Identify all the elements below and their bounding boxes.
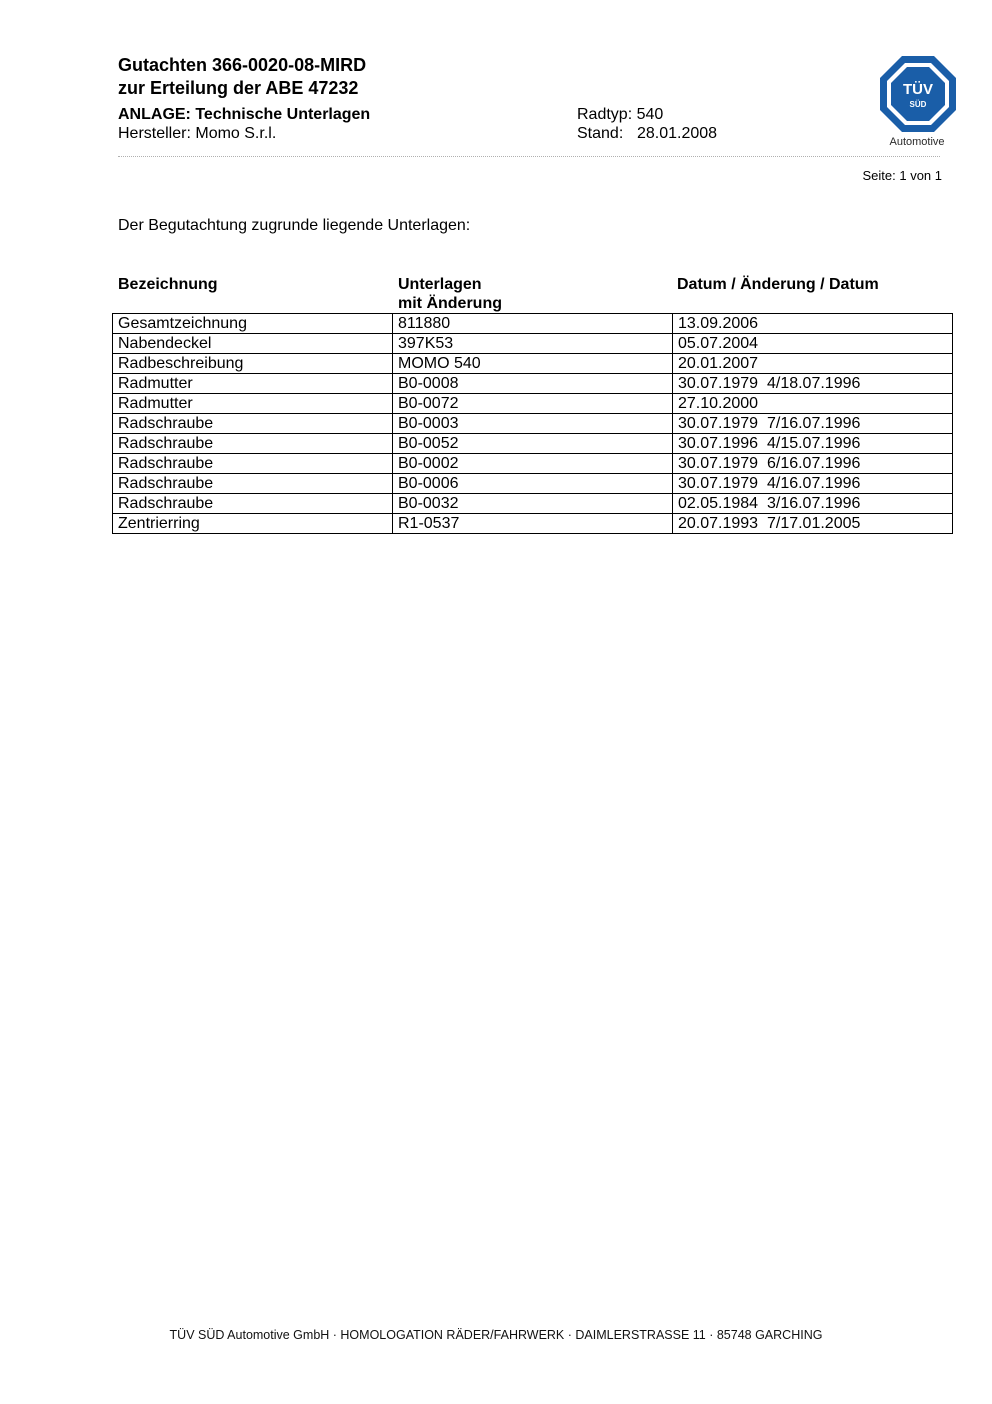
- cell-datum: 20.07.1993 7/17.01.2005: [673, 514, 953, 534]
- cell-unterlagen: R1-0537: [393, 514, 673, 534]
- cell-bezeichnung: Radschraube: [113, 414, 393, 434]
- cell-bezeichnung: Nabendeckel: [113, 334, 393, 354]
- table-row: [113, 414, 953, 434]
- tuv-mark-top: TÜV: [903, 81, 933, 98]
- header-divider: [118, 156, 940, 157]
- cell-unterlagen: B0-0002: [393, 454, 673, 474]
- cell-bezeichnung: Gesamtzeichnung: [113, 314, 393, 334]
- cell-bezeichnung: Radschraube: [113, 494, 393, 514]
- cell-datum: 05.07.2004: [673, 334, 953, 354]
- page-number: Seite: 1 von 1: [862, 168, 942, 183]
- col-header-unterlagen: [398, 275, 502, 313]
- hersteller-label: Hersteller:: [118, 125, 191, 142]
- cell-unterlagen: 397K53: [393, 334, 673, 354]
- intro-text: Der Begutachtung zugrunde liegende Unterlagen:: [118, 217, 471, 234]
- hersteller-value: Momo S.r.l.: [195, 125, 277, 142]
- col-header-unterlagen-line2: mit Änderung: [398, 295, 502, 312]
- cell-unterlagen: 811880: [393, 314, 673, 334]
- cell-datum: 27.10.2000: [673, 394, 953, 414]
- col-header-datum: Datum / Änderung / Datum: [677, 276, 879, 293]
- cell-unterlagen: B0-0003: [393, 414, 673, 434]
- cell-bezeichnung: Radmutter: [113, 394, 393, 414]
- stand-line: [577, 124, 717, 143]
- hersteller-line: [118, 124, 276, 143]
- anlage-label: ANLAGE:: [118, 106, 191, 123]
- table-row: [113, 374, 953, 394]
- cell-datum: 20.01.2007: [673, 354, 953, 374]
- cell-bezeichnung: Radmutter: [113, 374, 393, 394]
- documents-table: [112, 313, 953, 534]
- table-row: [113, 354, 953, 374]
- cell-unterlagen: B0-0032: [393, 494, 673, 514]
- cell-unterlagen: MOMO 540: [393, 354, 673, 374]
- cell-bezeichnung: Radschraube: [113, 434, 393, 454]
- cell-datum: 30.07.1979 7/16.07.1996: [673, 414, 953, 434]
- radtyp-value: 540: [636, 106, 664, 123]
- table-row: [113, 454, 953, 474]
- logo-label: Automotive: [889, 136, 945, 148]
- tuv-mark-bottom: SÜD: [909, 100, 927, 109]
- cell-datum: 30.07.1979 4/18.07.1996: [673, 374, 953, 394]
- cell-datum: 30.07.1996 4/15.07.1996: [673, 434, 953, 454]
- table-row: [113, 494, 953, 514]
- table-row: [113, 334, 953, 354]
- table-row: [113, 314, 953, 334]
- cell-bezeichnung: Radbeschreibung: [113, 354, 393, 374]
- cell-datum: 02.05.1984 3/16.07.1996: [673, 494, 953, 514]
- table-row: [113, 474, 953, 494]
- cell-datum: 30.07.1979 4/16.07.1996: [673, 474, 953, 494]
- col-header-bezeichnung: Bezeichnung: [118, 276, 218, 293]
- cell-bezeichnung: Zentrierring: [113, 514, 393, 534]
- cell-datum: 30.07.1979 6/16.07.1996: [673, 454, 953, 474]
- col-header-unterlagen-line1: Unterlagen: [398, 276, 482, 293]
- table-row: [113, 434, 953, 454]
- table-row: [113, 394, 953, 414]
- anlage-value: Technische Unterlagen: [195, 106, 371, 123]
- cell-bezeichnung: Radschraube: [113, 474, 393, 494]
- stand-value: 28.01.2008: [637, 125, 718, 142]
- document-title: Gutachten 366-0020-08-MIRD: [118, 55, 367, 75]
- cell-unterlagen: B0-0072: [393, 394, 673, 414]
- anlage-line: [118, 105, 370, 124]
- tuv-octagon-icon: [858, 52, 976, 136]
- radtyp-line: [577, 105, 663, 124]
- document-subtitle: zur Erteilung der ABE 47232: [118, 78, 359, 98]
- cell-unterlagen: B0-0008: [393, 374, 673, 394]
- radtyp-label: Radtyp:: [577, 106, 633, 123]
- footer-address: TÜV SÜD Automotive GmbH · HOMOLOGATION RÄDER/FAHRWERK · DAIMLERSTRASSE 11 · 85748 GARCHING: [169, 1328, 823, 1342]
- cell-unterlagen: B0-0006: [393, 474, 673, 494]
- cell-bezeichnung: Radschraube: [113, 454, 393, 474]
- cell-unterlagen: B0-0052: [393, 434, 673, 454]
- table-row: [113, 514, 953, 534]
- cell-datum: 13.09.2006: [673, 314, 953, 334]
- stand-label: Stand:: [577, 125, 624, 142]
- tuv-sud-logo: [858, 52, 976, 156]
